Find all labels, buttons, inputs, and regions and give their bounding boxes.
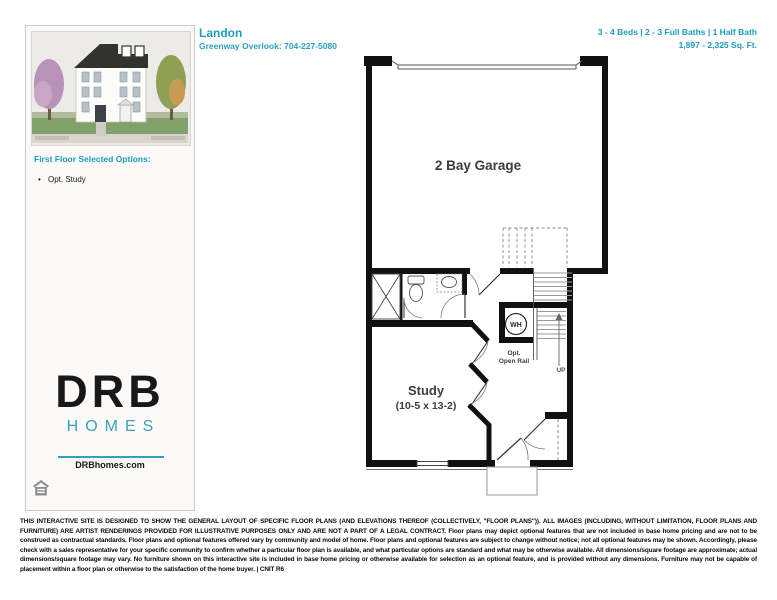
option-item-label: Opt. Study: [48, 175, 86, 184]
up-label: UP: [556, 367, 566, 374]
house-rendering-image: [32, 32, 188, 143]
opt-open-rail-label-line2[interactable]: Open Rail: [498, 358, 530, 365]
study-label: Study: [407, 383, 445, 398]
plan-specs: [598, 26, 757, 52]
floorplan-viewer[interactable]: [356, 48, 618, 510]
toilet-symbol: [408, 276, 424, 302]
page-title: Landon: [199, 26, 243, 40]
bullet-icon: •: [38, 175, 41, 184]
equal-housing-icon: [32, 479, 50, 497]
option-item: [38, 175, 188, 184]
plan-info-card: [25, 25, 195, 511]
community-subtitle: Greenway Overlook: 704-227-5080: [199, 41, 337, 51]
specs-beds-baths: 3 - 4 Beds | 2 - 3 Full Baths | 1 Half Bath: [597, 27, 757, 37]
website-link[interactable]: DRBhomes.com: [75, 460, 145, 470]
front-stoop: [487, 467, 537, 495]
study-dimensions-label: (10-5 x 13-2): [395, 400, 457, 412]
logo-sub-text: HOMES: [66, 418, 161, 435]
water-heater-label: WH: [510, 322, 522, 329]
drb-homes-logo: [26, 366, 194, 436]
garage-label: 2 Bay Garage: [434, 158, 522, 173]
under-stair-closet: [372, 274, 400, 319]
stairs-above-dashed: [503, 228, 567, 267]
logo-divider: [58, 456, 164, 458]
study-window: [417, 460, 448, 467]
garage-door: [392, 61, 582, 69]
floorplan-drawing: [356, 48, 618, 510]
house-rendering: [31, 31, 191, 146]
selected-options-title: First Floor Selected Options:: [34, 154, 151, 164]
legal-disclaimer: THIS INTERACTIVE SITE IS DESIGNED TO SHOW THE GENERAL LAYOUT OF SPECIFIC FLOOR PLANS (AND ELEVATIONS THEREOF (COLLECTIVELY, "FLOOR PLANS")). ALL IMAGES (INCLUDING, WITHOUT LIMITATION, FLOOR PLANS AND FURNITURE) ARE ARTIST RENDERINGS PROVIDED FOR ILLUSTRATIVE PURPOSES ONLY AND ARE NOT A PART OF A LEGAL CONTRACT. Floor plans may depict optional features that are not included in base home pricing and are not to be construed as contractual standards. Floor plans and optional features offered vary by community and model of home. Floor plans and optional features are subject to change without notice; not all optional features may be shown. Accordingly, please check with a sales representative for your specific community to confirm whether a particular floor plan is available, and what particular options are standard and what may be otherwise available. All dimensions/square footage are approximate; actual dimensions/square footage may vary. No furniture shown on this interactive site is included in base home pricing or otherwise available for selection as an optional feature, and is provided without any dimensions. Furniture may not be capable of placement within a floor plan or otherwise to the satisfaction of the home buyer. | CNIT R6: [20, 518, 757, 573]
logo-brand-text: DRB: [55, 366, 165, 417]
study-corner-walls: [468, 323, 489, 462]
specs-sqft: 1,897 - 2,325 Sq. Ft.: [678, 40, 757, 50]
up-arrow-icon: [556, 313, 563, 366]
opt-open-rail-label-line1[interactable]: Opt.: [507, 350, 521, 357]
sink-symbol: [437, 274, 462, 292]
